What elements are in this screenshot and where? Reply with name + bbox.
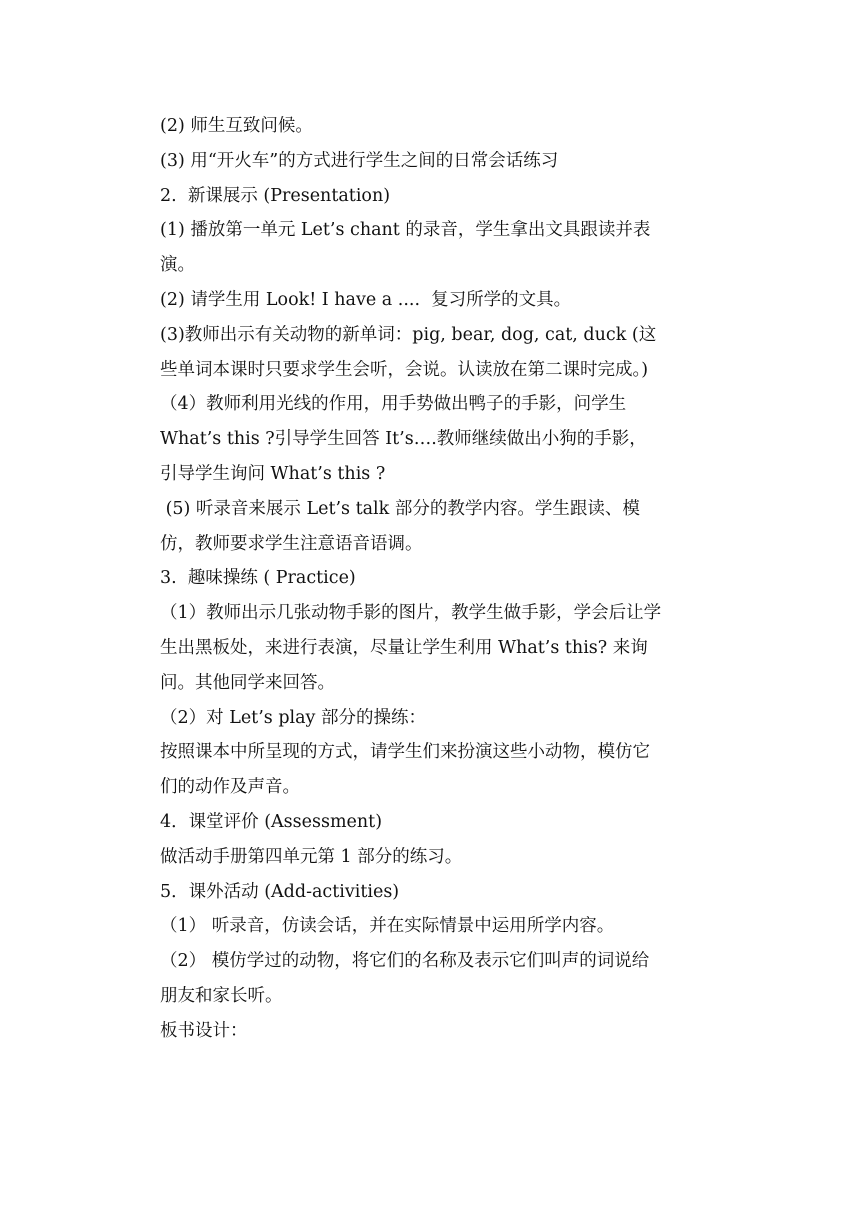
text-line: (3) 用“开火车”的方式进行学生之间的日常会话练习	[160, 150, 559, 171]
section-heading: 2. 新课展示 (Presentation)	[160, 185, 391, 206]
text-line: (1) 播放第一单元 Let’s chant 的录音，学生拿出文具跟读并表	[160, 220, 651, 241]
text-line: 引导学生询问 What’s this ?	[160, 463, 386, 484]
section-heading: 3. 趣味操练 ( Practice)	[160, 568, 356, 589]
section-heading: 板书设计：	[160, 1020, 248, 1041]
text-line: （2） 模仿学过的动物，将它们的名称及表示它们叫声的词说给	[160, 951, 650, 972]
text-line: (3)教师出示有关动物的新单词：pig, bear, dog, cat, duck (这	[160, 324, 657, 345]
text-line: 问。其他同学来回答。	[160, 672, 335, 693]
text-line: 仿，教师要求学生注意语音语调。	[160, 533, 423, 554]
text-line: 演。	[160, 255, 195, 276]
text-line: （2）对 Let’s play 部分的操练：	[160, 707, 426, 728]
section-heading: 4．课堂评价 (Assessment)	[160, 811, 383, 832]
text-line: (2) 请学生用 Look! I have a .... 复习所学的文具。	[160, 289, 572, 310]
text-line: （1） 听录音，仿读会话，并在实际情景中运用所学内容。	[160, 916, 615, 937]
lesson-plan-body	[160, 109, 732, 1049]
section-heading: 5．课外活动 (Add-activities)	[160, 881, 400, 902]
text-line: 做活动手册第四单元第 1 部分的练习。	[160, 846, 463, 867]
text-line: 些单词本课时只要求学生会听，会说。认读放在第二课时完成。)	[160, 359, 649, 380]
text-line: （4）教师利用光线的作用，用手势做出鸭子的手影，问学生	[160, 394, 627, 415]
text-line: 生出黑板处，来进行表演，尽量让学生利用 What’s this? 来询	[160, 637, 648, 658]
text-line: （1）教师出示几张动物手影的图片，教学生做手影，学会后让学	[160, 603, 662, 624]
text-line: (2) 师生互致问候。	[160, 116, 313, 136]
text-line: 按照课本中所呈现的方式，请学生们来扮演这些小动物，模仿它	[160, 742, 650, 763]
text-line: 朋友和家长听。	[160, 985, 283, 1006]
text-line: What’s this ?引导学生回答 It’s….教师继续做出小狗的手影，	[160, 429, 647, 450]
text-line: 们的动作及声音。	[160, 777, 300, 798]
text-line: (5) 听录音来展示 Let’s talk 部分的教学内容。学生跟读、模	[160, 498, 640, 519]
